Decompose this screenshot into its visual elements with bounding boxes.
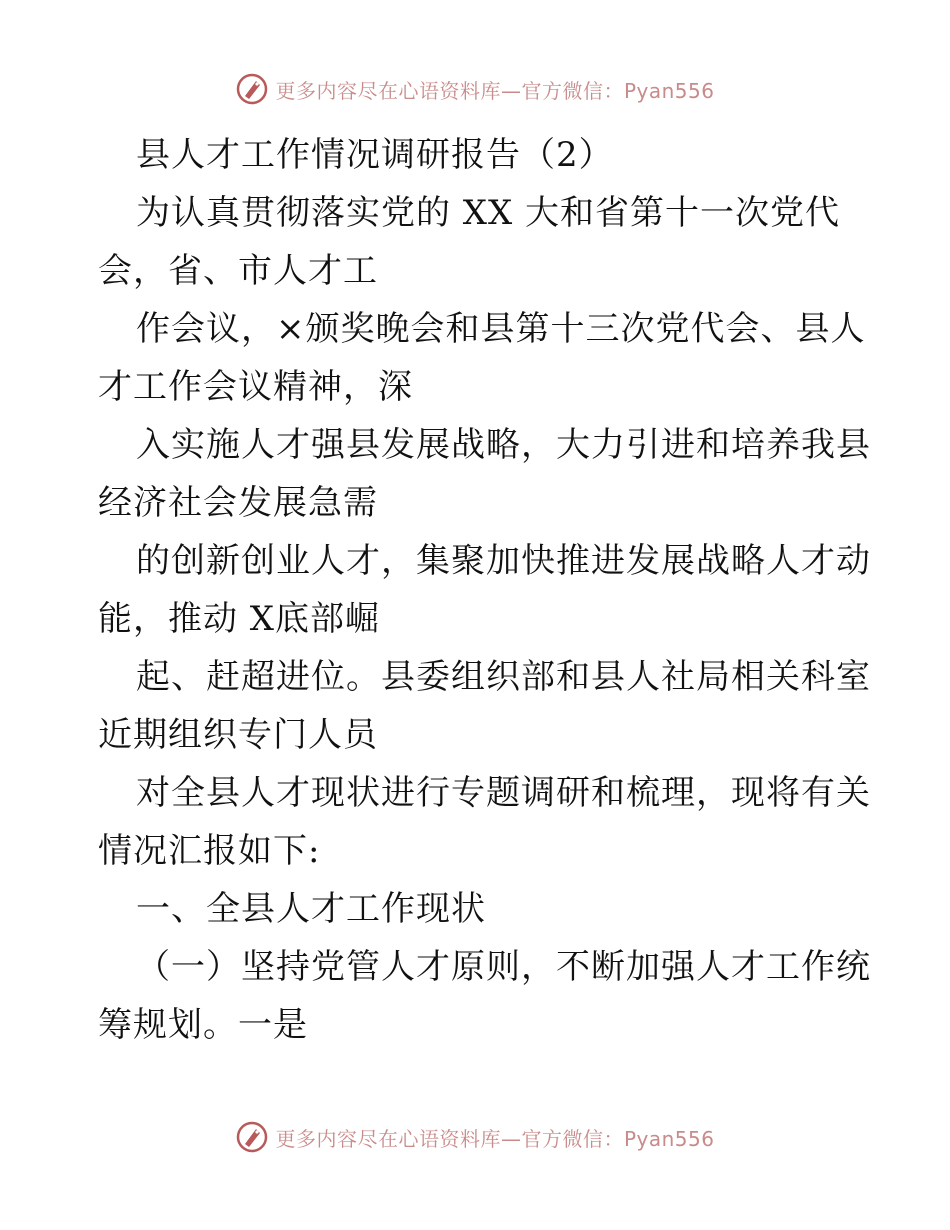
paragraph-line: 为认真贯彻落实党的 XX 大和省第十一次党代 <box>136 193 841 233</box>
paragraph-line: 对全县人才现状进行专题调研和梳理，现将有关 <box>136 773 871 813</box>
paragraph-line: 筹规划。一是 <box>98 1005 308 1045</box>
paragraph-line: 起、赶超进位。县委组织部和县人社局相关科室 <box>136 657 871 697</box>
paragraph-line: 近期组织专门人员 <box>98 715 378 755</box>
pen-nib-circle-icon <box>235 1120 269 1154</box>
pen-nib-circle-icon <box>235 72 269 106</box>
paragraph-line: 才工作会议精神，深 <box>98 367 413 407</box>
document-title: 县人才工作情况调研报告（2） <box>136 135 614 175</box>
watermark-text: 更多内容尽在心语资料库—官方微信：Pyan556 <box>275 1126 715 1151</box>
section-heading: 一、全县人才工作现状 <box>136 889 486 929</box>
subsection-heading: （一）坚持党管人才原则，不断加强人才工作统 <box>136 947 871 987</box>
paragraph-line: 作会议，×颁奖晚会和县第十三次党代会、县人 <box>136 309 866 349</box>
watermark-footer <box>0 1120 950 1154</box>
paragraph-line: 能，推动 X底部崛 <box>98 599 381 639</box>
watermark-header <box>0 72 950 106</box>
document-body <box>98 126 871 1054</box>
paragraph-line: 情况汇报如下: <box>98 831 321 871</box>
watermark-text: 更多内容尽在心语资料库—官方微信：Pyan556 <box>275 78 715 103</box>
paragraph-line: 的创新创业人才，集聚加快推进发展战略人才动 <box>136 541 871 581</box>
paragraph-line: 入实施人才强县发展战略，大力引进和培养我县 <box>136 425 871 465</box>
paragraph-line: 经济社会发展急需 <box>98 483 378 523</box>
paragraph-line: 会，省、市人才工 <box>98 251 378 291</box>
